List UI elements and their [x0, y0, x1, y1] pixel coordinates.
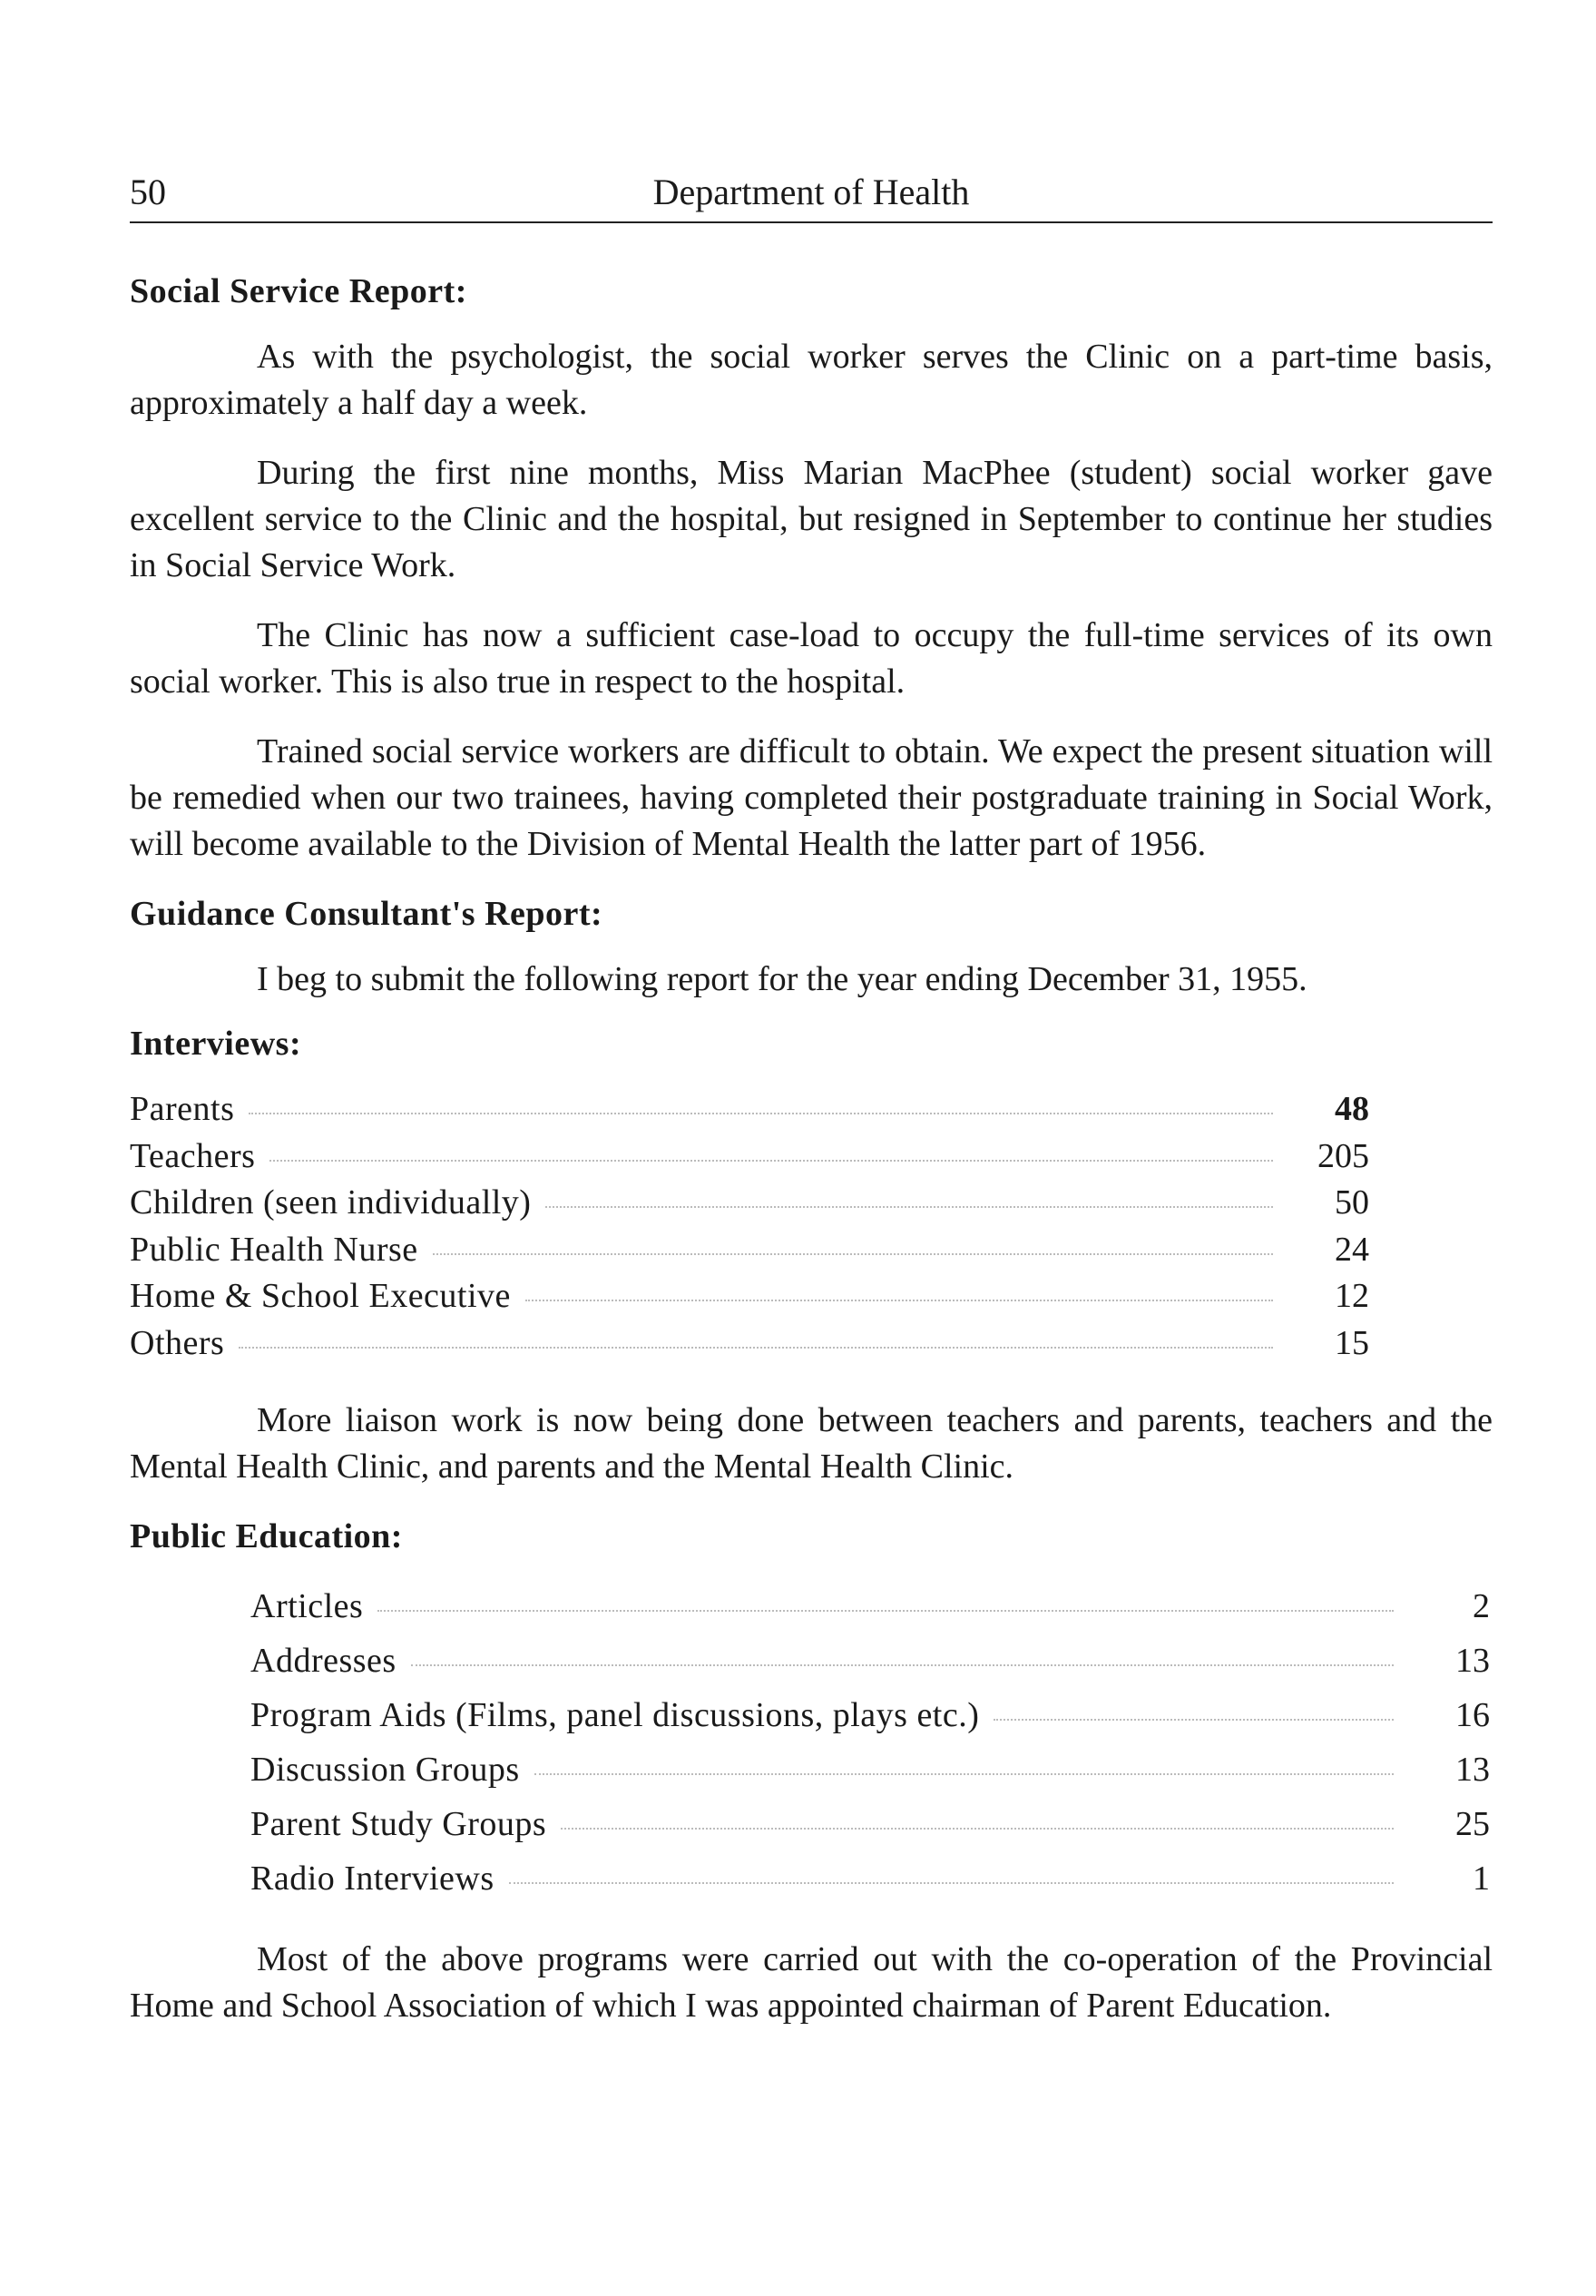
dot-leader [377, 1610, 1394, 1612]
page-header [130, 165, 1493, 223]
public-education-closing: Most of the above programs were carried out with the co-operation of the Provincial Home and School Association of which I was appointed chairman of Parent Education. [130, 1940, 1493, 2025]
item-value: 2 [1473, 1587, 1490, 1625]
list-item [250, 1797, 1490, 1851]
list-item [250, 1851, 1490, 1906]
public-education-list [250, 1579, 1490, 1906]
item-value: 13 [1455, 1642, 1490, 1680]
item-label: Teachers [130, 1136, 256, 1175]
item-value: 25 [1455, 1805, 1490, 1843]
item-label: Articles [250, 1587, 364, 1625]
list-item [130, 1180, 1369, 1227]
interviews-heading: Interviews: [130, 1025, 302, 1063]
social-service-paragraph-1: As with the psychologist, the social worker serves the Clinic on a part-time basis, approximately a half day a week. [130, 338, 1493, 422]
running-title: Department of Health [652, 172, 970, 212]
list-item [250, 1742, 1490, 1797]
list-item [250, 1688, 1490, 1742]
page-number: 50 [130, 172, 166, 212]
page-body [130, 269, 1493, 2053]
list-item [130, 1086, 1369, 1133]
item-label: Addresses [250, 1642, 397, 1680]
item-label: Discussion Groups [250, 1751, 520, 1789]
item-label: Parent Study Groups [250, 1805, 547, 1843]
item-label: Children (seen individually) [130, 1183, 532, 1222]
list-item [130, 1227, 1369, 1274]
social-service-paragraph-3: The Clinic has now a sufficient case-load to occupy the full-time services of its own social worker. This is also true in respect to the hospital. [130, 616, 1493, 701]
list-item [250, 1634, 1490, 1688]
list-item [130, 1133, 1369, 1181]
item-label: Home & School Executive [130, 1277, 511, 1315]
item-label: Radio Interviews [250, 1859, 494, 1898]
guidance-intro: I beg to submit the following report for the year ending December 31, 1955. [257, 960, 1307, 998]
dot-leader [545, 1206, 1273, 1208]
dot-leader [411, 1664, 1394, 1666]
dot-leader [269, 1160, 1273, 1162]
interviews-note: More liaison work is now being done between teachers and parents, teachers and the Mental Health Clinic, and parents and the Mental Health Clinic. [130, 1401, 1493, 1486]
item-value: 48 [1335, 1090, 1369, 1128]
item-label: Public Health Nurse [130, 1230, 418, 1269]
dot-leader [433, 1253, 1273, 1255]
item-label: Program Aids (Films, panel discussions, plays etc.) [250, 1696, 980, 1734]
public-education-heading: Public Education: [130, 1517, 403, 1555]
dot-leader [525, 1300, 1273, 1301]
item-value: 12 [1335, 1277, 1369, 1315]
item-value: 24 [1335, 1230, 1369, 1269]
dot-leader [239, 1347, 1273, 1349]
item-label: Parents [130, 1090, 235, 1128]
item-value: 13 [1455, 1751, 1490, 1789]
interviews-list [130, 1086, 1369, 1367]
list-item [130, 1320, 1369, 1368]
dot-leader [509, 1882, 1394, 1884]
item-value: 1 [1473, 1859, 1490, 1898]
item-value: 15 [1335, 1323, 1369, 1362]
social-service-paragraph-2: During the first nine months, Miss Marian MacPhee (student) social worker gave excellent service to the Clinic and the hospital, but resigned in September to continue her studies in Social Service Work. [130, 454, 1493, 584]
social-service-heading: Social Service Report: [130, 272, 467, 310]
list-item [250, 1579, 1490, 1634]
item-value: 205 [1317, 1136, 1369, 1175]
item-value: 16 [1455, 1696, 1490, 1734]
dot-leader [561, 1828, 1394, 1830]
social-service-paragraph-4: Trained social service workers are difficult to obtain. We expect the present situation will be remedied when our two trainees, having completed their postgraduate training in Social Work, will become available to the Division of Mental Health the latter part of 1956. [130, 732, 1493, 863]
item-value: 50 [1335, 1183, 1369, 1222]
dot-leader [994, 1719, 1394, 1721]
dot-leader [249, 1113, 1273, 1114]
item-label: Others [130, 1323, 225, 1362]
dot-leader [534, 1773, 1394, 1775]
guidance-heading: Guidance Consultant's Report: [130, 895, 603, 933]
list-item [130, 1273, 1369, 1320]
